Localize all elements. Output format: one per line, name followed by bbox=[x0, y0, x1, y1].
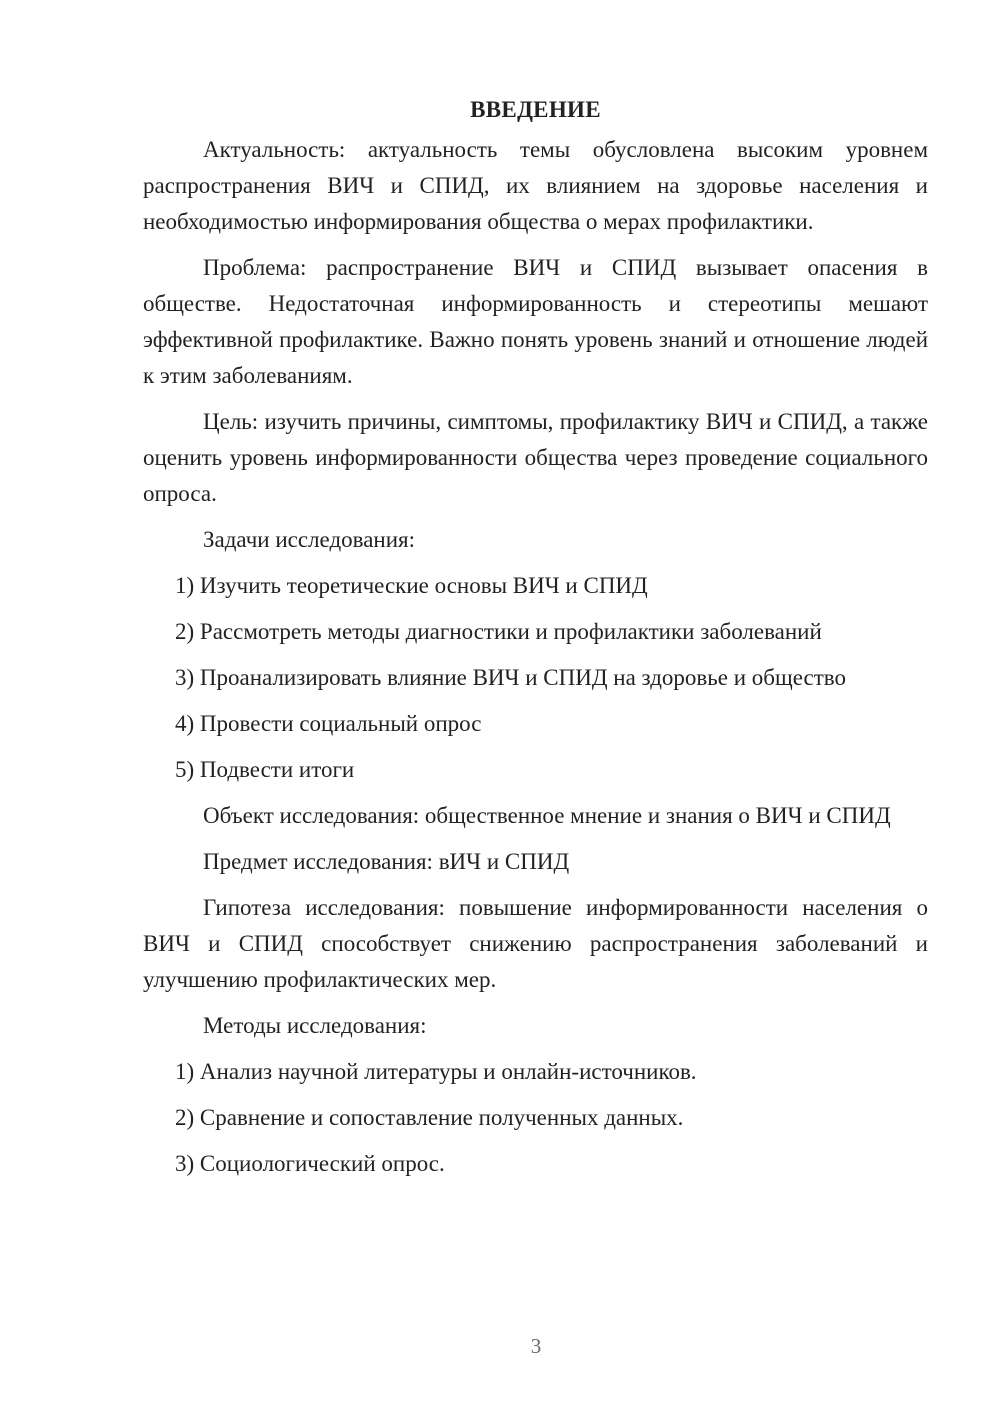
tasks-list bbox=[143, 568, 928, 788]
problem-paragraph: Проблема: распространение ВИЧ и СПИД вызывает опасения в обществе. Недостаточная информированность и стереотипы мешают эффективной профилактике. Важно понять уровень знаний и отношение людей к этим заболеваниям. bbox=[143, 255, 928, 388]
list-item: 1) Анализ научной литературы и онлайн-источников. bbox=[175, 1059, 697, 1084]
page-number: 3 bbox=[530, 1334, 542, 1358]
goal-paragraph: Цель: изучить причины, симптомы, профилактику ВИЧ и СПИД, а также оценить уровень информированности общества через проведение социального опроса. bbox=[143, 409, 928, 506]
subject-paragraph: Предмет исследования: вИЧ и СПИД bbox=[203, 849, 570, 874]
list-item: 3) Проанализировать влияние ВИЧ и СПИД на здоровье и общество bbox=[175, 665, 846, 690]
list-item: 1) Изучить теоретические основы ВИЧ и СПИД bbox=[175, 573, 648, 598]
methods-heading: Методы исследования: bbox=[203, 1013, 427, 1038]
methods-list bbox=[143, 1054, 928, 1182]
hypothesis-paragraph: Гипотеза исследования: повышение информированности населения о ВИЧ и СПИД способствует снижению распространения заболеваний и улучшению профилактических мер. bbox=[143, 895, 928, 992]
object-paragraph: Объект исследования: общественное мнение и знания о ВИЧ и СПИД bbox=[203, 803, 891, 828]
list-item: 3) Социологический опрос. bbox=[175, 1151, 445, 1176]
list-item: 5) Подвести итоги bbox=[175, 757, 355, 782]
document-body bbox=[143, 92, 928, 1192]
tasks-heading: Задачи исследования: bbox=[203, 527, 416, 552]
list-item: 4) Провести социальный опрос bbox=[175, 711, 482, 736]
page-title: ВВЕДЕНИЕ bbox=[470, 97, 601, 122]
list-item: 2) Рассмотреть методы диагностики и профилактики заболеваний bbox=[175, 619, 822, 644]
list-item: 2) Сравнение и сопоставление полученных данных. bbox=[175, 1105, 684, 1130]
relevance-paragraph: Актуальность: актуальность темы обусловлена высоким уровнем распространения ВИЧ и СПИД, их влиянием на здоровье населения и необходимостью информирования общества о мерах профилактики. bbox=[143, 137, 928, 234]
